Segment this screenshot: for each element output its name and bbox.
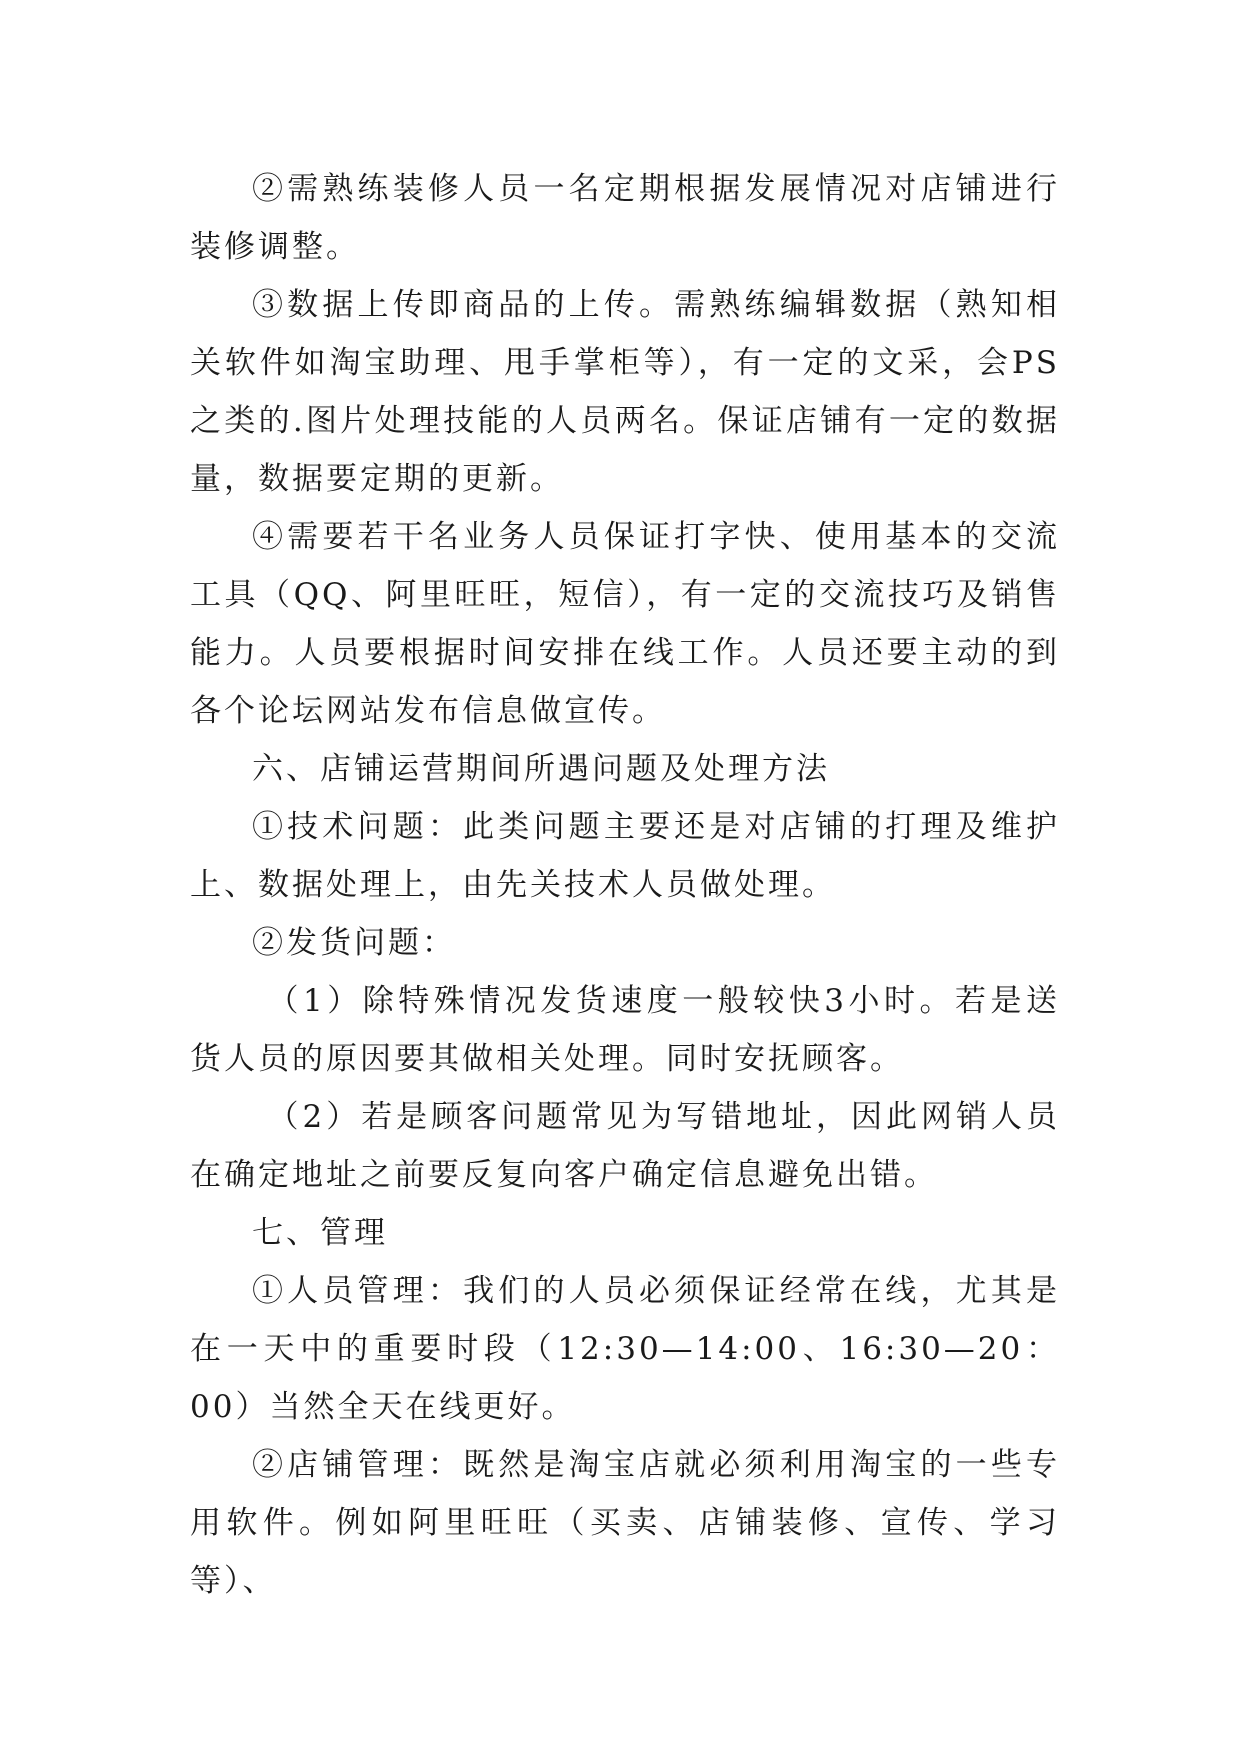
section-heading-management: 七、管理: [252, 1215, 388, 1251]
paragraph-store-management: ②店铺管理：既然是淘宝店就必须利用淘宝的一些专用软件。例如阿里旺旺（买卖、店铺装修、宣传、学习等）、: [190, 1447, 1060, 1599]
paragraph-sales-staff: ④需要若干名业务人员保证打字快、使用基本的交流工具（QQ、阿里旺旺，短信），有一定的交流技巧及销售能力。人员要根据时间安排在线工作。人员还要主动的到各个论坛网站发布信息做宣传。: [190, 519, 1060, 729]
section-heading-operation-issues: 六、店铺运营期间所遇问题及处理方法: [252, 751, 830, 787]
paragraph-shipping-issues: ②发货问题：: [252, 925, 456, 961]
paragraph-staff-management: ①人员管理：我们的人员必须保证经常在线，尤其是在一天中的重要时段（12:30—14:00、16:30—20：00）当然全天在线更好。: [190, 1273, 1060, 1425]
paragraph-data-upload: ③数据上传即商品的上传。需熟练编辑数据（熟知相关软件如淘宝助理、甩手掌柜等），有一定的文采，会PS之类的.图片处理技能的人员两名。保证店铺有一定的数据量，数据要定期的更新。: [190, 287, 1060, 497]
paragraph-shipping-item-2: （2）若是顾客问题常见为写错地址，因此网销人员在确定地址之前要反复向客户确定信息避免出错。: [190, 1099, 1060, 1193]
paragraph-shipping-item-1: （1）除特殊情况发货速度一般较快3小时。若是送货人员的原因要其做相关处理。同时安抚顾客。: [190, 983, 1060, 1077]
paragraph-technical-issues: ①技术问题：此类问题主要还是对店铺的打理及维护上、数据处理上，由先关技术人员做处理。: [190, 809, 1060, 903]
document-body: [190, 160, 1060, 1610]
paragraph-decoration-staff: ②需熟练装修人员一名定期根据发展情况对店铺进行装修调整。: [190, 171, 1060, 265]
